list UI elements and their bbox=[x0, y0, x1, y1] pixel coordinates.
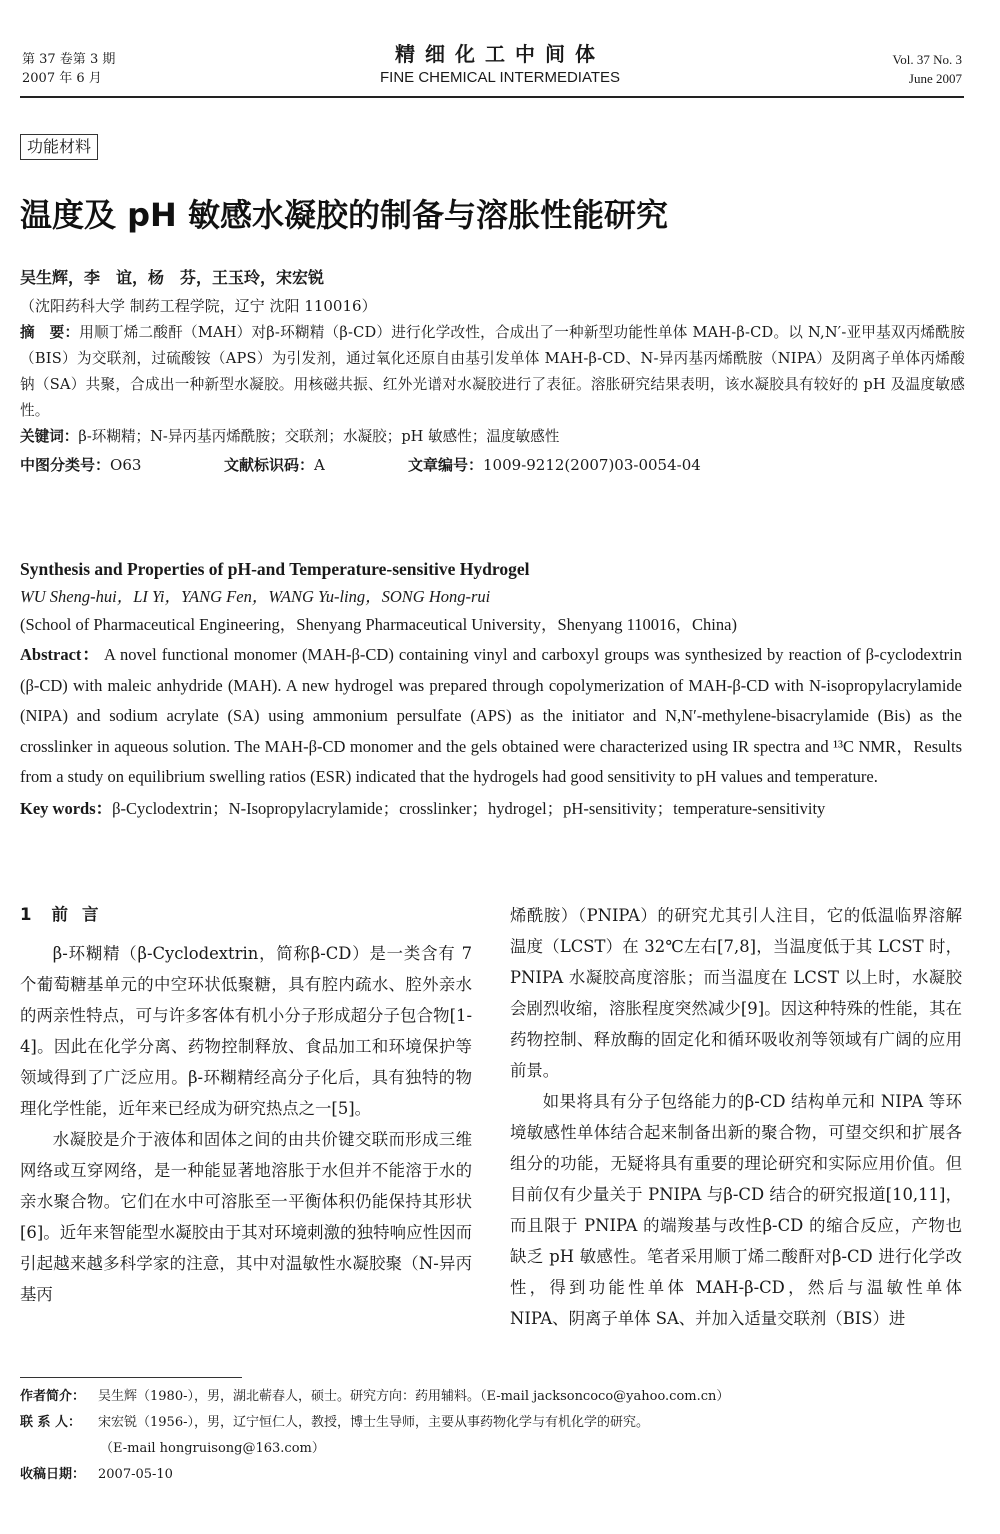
doc-code-label: 文献标识码： bbox=[224, 456, 315, 474]
article-number-value: 1009-9212(2007)03-0054-04 bbox=[483, 456, 701, 474]
affiliation-en: (School of Pharmaceutical Engineering，Shenyang Pharmaceutical University，Shenyang 110016，China) bbox=[20, 615, 737, 634]
journal-name-en: FINE CHEMICAL INTERMEDIATES bbox=[379, 69, 621, 86]
author-bio-text: 吴生辉（1980-），男，湖北蕲春人，硕士。研究方向：药用辅料。（E-mail jacksoncoco@yahoo.com.cn） bbox=[98, 1389, 730, 1404]
contact-person bbox=[20, 1410, 965, 1436]
affiliation-cn: （沈阳药科大学 制药工程学院，辽宁 沈阳 110016） bbox=[20, 297, 377, 315]
section-title: 前言 bbox=[51, 905, 113, 924]
header-rule bbox=[20, 96, 964, 98]
journal-name-cn: 精细化工中间体 bbox=[395, 42, 605, 66]
received-date bbox=[20, 1462, 965, 1488]
authors-en: WU Sheng-hui，LI Yi，YANG Fen，WANG Yu-ling，SONG Hong-rui bbox=[20, 587, 491, 606]
keywords-en-label: Key words： bbox=[20, 798, 113, 818]
keywords-cn bbox=[20, 424, 965, 450]
paper-title: 温度及 pH 敏感水凝胶的制备与溶胀性能研究 bbox=[20, 196, 668, 234]
clc-value: O63 bbox=[110, 456, 142, 474]
contact-text: 宋宏锐（1956-），男，辽宁恒仁人，教授，博士生导师，主要从事药物化学与有机化学的研究。 bbox=[98, 1415, 649, 1430]
keywords-en bbox=[20, 795, 962, 823]
received-date-value: 2007-05-10 bbox=[98, 1467, 173, 1482]
date-en: June 2007 bbox=[908, 71, 962, 86]
authors-cn: 吴生辉，李 谊，杨 芬，王玉玲，宋宏锐 bbox=[20, 268, 325, 287]
clc-label: 中图分类号： bbox=[20, 456, 111, 474]
author-bio bbox=[20, 1384, 965, 1410]
body-paragraph: β-环糊精（β-Cyclodextrin，简称β-CD）是一类含有 7 个葡萄糖基单元的中空环状低聚糖，具有腔内疏水、腔外亲水的两亲性特点，可与许多客体有机小分子形成超分子包合物[1-4]。因此在化学分离、药物控制释放、食品加工和环境保护等领域得到了广泛应用。β-环糊精经高分子化后，具有独特的物理化学性能，近年来已经成为研究热点之一[5]。 bbox=[20, 944, 472, 1118]
english-front-matter bbox=[20, 556, 962, 823]
abstract-en bbox=[20, 640, 962, 793]
contact-label: 联 系 人： bbox=[20, 1415, 82, 1430]
keywords-en-text: β-Cyclodextrin；N-Isopropylacrylamide；crosslinker；hydrogel；pH-sensitivity；temperature-sensitivity bbox=[112, 798, 826, 818]
abstract-en-text: A novel functional monomer (MAH-β-CD) containing vinyl and carboxyl groups was synthesized by reaction of β-cyclodextrin (β-CD) with maleic anhydride (MAH). A new hydrogel was prepared through copolymerization of MAH-β-CD with N-isopropylacrylamide (NIPA) and sodium acrylate (SA) using ammonium persulfate (APS) as the initiator and N,N′-methylene-bisacrylamide (Bis) as the crosslinker in aqueous solution. The MAH-β-CD monomer and the gels obtained were characterized using IR spectra and ¹³C NMR，Results from a study on equilibrium swelling ratios (ESR) indicated that the hydrogels had good sensitivity to pH values and temperature. bbox=[20, 645, 962, 786]
footnote-rule bbox=[20, 1377, 242, 1378]
section-number: 1 bbox=[20, 905, 32, 924]
issue-info-cn bbox=[22, 50, 115, 88]
issue-info-en bbox=[893, 50, 962, 88]
contact-email: （E-mail hongruisong@163.com） bbox=[100, 1441, 325, 1456]
doc-code-value: A bbox=[314, 456, 325, 474]
volume-en: Vol. 37 No. 3 bbox=[892, 52, 962, 67]
body-column-left bbox=[20, 900, 472, 1310]
body-paragraph: 如果将具有分子包络能力的β-CD 结构单元和 NIPA 等环境敏感性单体结合起来制备出新的聚合物，可望交织和扩展各组分的功能，无疑将具有重要的理论研究和实际应用价值。但目前仅有少量关于 PNIPA 与β-CD 结合的研究报道[10,11]，而且限于 PNIPA 的端羧基与改性β-CD 的缩合反应，产物也缺乏 pH 敏感性。笔者采用顺丁烯二酸酐对β-CD 进行化学改性，得到功能性单体 MAH-β-CD，然后与温敏性单体 NIPA、阴离子单体 SA、并加入适量交联剂（BIS）进 bbox=[510, 1092, 962, 1328]
author-bio-label: 作者简介： bbox=[20, 1389, 86, 1404]
body-column-right bbox=[510, 900, 962, 1334]
journal-name bbox=[250, 42, 750, 88]
article-number-label: 文章编号： bbox=[408, 456, 484, 474]
title-en: Synthesis and Properties of pH-and Temperature-sensitive Hydrogel bbox=[20, 559, 530, 579]
abstract-cn-text: 用顺丁烯二酸酐（MAH）对β-环糊精（β-CD）进行化学改性，合成出了一种新型功能性单体 MAH-β-CD。以 N,N′-亚甲基双丙烯酰胺（BIS）为交联剂，过硫酸铵（APS）为引发剂，通过氧化还原自由基引发单体 MAH-β-CD、N-异丙基丙烯酰胺（NIPA）及阴离子单体丙烯酸钠（SA）共聚，合成出一种新型水凝胶。用核磁共振、红外光谱对水凝胶进行了表征。溶胀研究结果表明，该水凝胶具有较好的 pH 及温度敏感性。 bbox=[20, 324, 965, 419]
keywords-cn-label: 关键词： bbox=[20, 428, 79, 445]
body-paragraph: 水凝胶是介于液体和固体之间的由共价键交联而形成三维网络或互穿网络，是一种能显著地溶胀于水但并不能溶于水的亲水聚合物。它们在水中可溶胀至一平衡体积仍能保持其形状[6]。近年来智能型水凝胶由于其对环境刺激的独特响应性因而引起越来越多科学家的注意，其中对温敏性水凝胶聚（N-异丙基丙 bbox=[20, 1130, 472, 1304]
section-heading bbox=[20, 900, 472, 930]
date-cn: 2007 年 6 月 bbox=[22, 71, 102, 86]
body-paragraph: 烯酰胺）（PNIPA）的研究尤其引人注目，它的低温临界溶解温度（LCST）在 32℃左右[7,8]，当温度低于其 LCST 时，PNIPA 水凝胶高度溶胀；而当温度在 LCST 以上时，水凝胶会剧烈收缩，溶胀程度突然减少[9]。因这种特殊的性能，其在药物控制、释放酶的固定化和循环吸收剂等领域有广阔的应用前景。 bbox=[510, 906, 962, 1080]
received-label: 收稿日期： bbox=[20, 1467, 86, 1482]
abstract-en-label: Abstract： bbox=[20, 645, 100, 664]
abstract-cn-label: 摘 要： bbox=[20, 324, 80, 341]
abstract-cn bbox=[20, 320, 965, 424]
footnotes bbox=[20, 1384, 965, 1488]
chinese-front-matter bbox=[20, 266, 965, 478]
classification-row bbox=[20, 452, 965, 478]
volume-cn: 第 37 卷第 3 期 bbox=[22, 52, 116, 67]
section-tag: 功能材料 bbox=[20, 134, 98, 160]
keywords-cn-text: β-环糊精；N-异丙基丙烯酰胺；交联剂；水凝胶；pH 敏感性；温度敏感性 bbox=[78, 428, 560, 445]
